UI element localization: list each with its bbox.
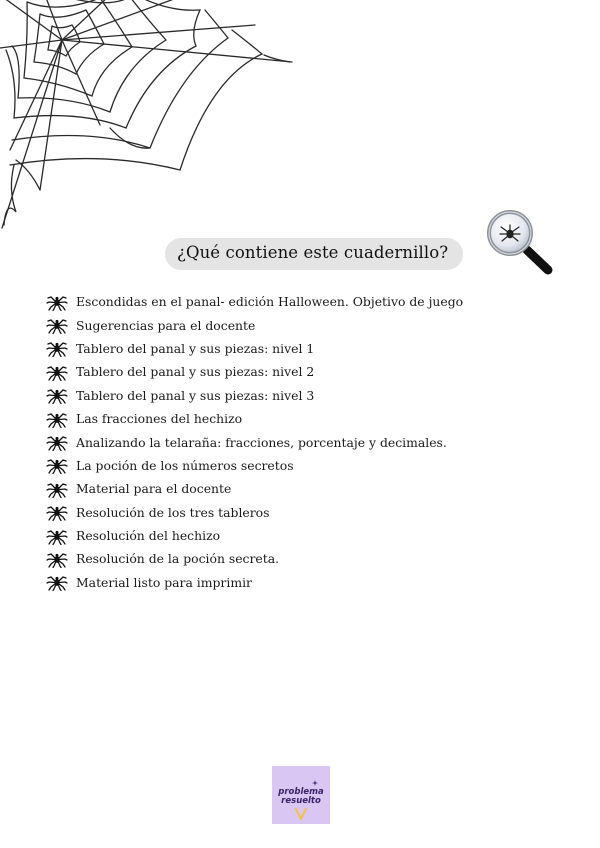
list-item [46,360,463,383]
page-title: ¿Qué contiene este cuadernillo? [177,243,449,262]
list-item-label: La poción de los números secretos [76,457,294,473]
list-item [46,384,463,407]
list-item [46,547,463,570]
spider-icon [46,480,68,498]
list-item-label: Material para el docente [76,481,232,497]
problema-resuelto-logo [272,766,330,824]
logo-text-top: problema [278,787,324,797]
spider-icon [46,363,68,381]
list-item-label: Tablero del panal y sus piezas: nivel 2 [76,364,315,380]
spider-icon [46,573,68,591]
list-item-label: Las fracciones del hechizo [76,411,243,427]
list-item [46,477,463,500]
sparkle-icon [312,780,318,786]
list-item-label: Resolución de la poción secreta. [76,551,280,567]
spider-icon [46,386,68,404]
spider-icon [46,527,68,545]
list-item-label: Resolución del hechizo [76,528,221,544]
list-item [46,430,463,453]
magnifying-glass-icon [482,208,560,280]
list-item [46,454,463,477]
logo-text-bottom: resuelto [281,796,321,806]
contents-list [46,290,463,594]
spider-icon [46,456,68,474]
list-item [46,337,463,360]
list-item [46,571,463,594]
spider-icon [46,503,68,521]
list-item-label: Escondidas en el panal- edición Halloween. Objetivo de juego [76,294,464,310]
list-item-label: Analizando la telaraña: fracciones, porcentaje y decimales. [76,434,447,450]
list-item-label: Resolución de los tres tableros [76,504,270,520]
list-item [46,407,463,430]
check-mark-icon [294,806,308,822]
list-item-label: Material listo para imprimir [76,574,252,590]
spider-icon [46,433,68,451]
spider-icon [46,410,68,428]
spider-icon [46,316,68,334]
spider-web-icon [0,0,300,235]
list-item-label: Sugerencias para el docente [76,317,256,333]
list-item [46,313,463,336]
list-item [46,501,463,524]
spider-icon [46,339,68,357]
list-item [46,524,463,547]
spider-icon [46,293,68,311]
list-item-label: Tablero del panal y sus piezas: nivel 3 [76,387,315,403]
list-item [46,290,463,313]
spider-icon [46,550,68,568]
list-item-label: Tablero del panal y sus piezas: nivel 1 [76,340,315,356]
